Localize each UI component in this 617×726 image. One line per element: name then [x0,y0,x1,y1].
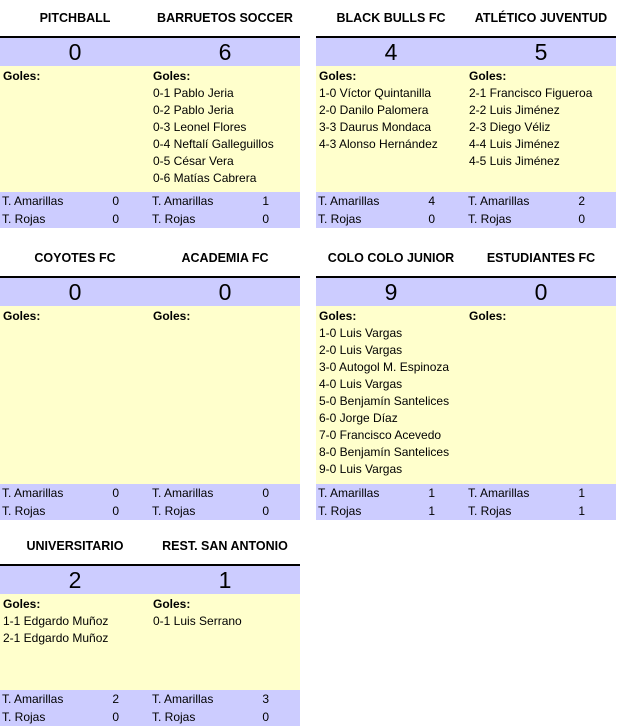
goal-entry: 5-0 Benjamín Santelices [319,394,450,408]
away-goals [150,594,300,690]
goal-entry: 8-0 Benjamín Santelices [319,445,450,459]
red-cards-label: T. Rojas [468,212,512,226]
goal-entry: 4-3 Alonso Hernández [319,137,438,151]
goals-label: Goles: [319,309,357,323]
goals-section [316,306,616,484]
home-yellow-count: 0 [112,194,119,208]
away-red-count: 1 [578,504,585,518]
red-cards-label: T. Rojas [152,710,196,724]
red-cards-row [0,502,300,520]
goal-entry: 1-1 Edgardo Muñoz [3,614,109,628]
match-card [0,240,300,520]
goal-entry: 4-0 Luis Vargas [319,377,403,391]
goal-entry: 0-2 Pablo Jeria [153,103,234,117]
goal-entry: 3-0 Autogol M. Espinoza [319,360,450,374]
goals-section [0,306,300,484]
home-team-name: COYOTES FC [34,251,116,265]
match-header [0,240,300,276]
away-yellow-count: 1 [578,486,585,500]
home-red-count: 1 [428,504,435,518]
yellow-cards-label: T. Amarillas [318,486,380,500]
away-red-count: 0 [262,212,269,226]
goal-entry: 0-5 César Vera [153,154,234,168]
yellow-cards-label: T. Amarillas [2,486,64,500]
goals-label: Goles: [153,309,191,323]
away-yellow-count: 2 [578,194,585,208]
home-yellow-count: 4 [428,194,435,208]
home-goals [0,66,150,192]
yellow-cards-label: T. Amarillas [152,692,214,706]
cards-section [0,192,300,228]
match-header [316,0,616,36]
goal-entry: 2-0 Luis Vargas [319,343,403,357]
red-cards-row [0,210,300,228]
yellow-cards-row [316,192,616,210]
match-card [0,528,300,726]
red-cards-label: T. Rojas [152,504,196,518]
red-cards-row [316,502,616,520]
goals-label: Goles: [319,69,357,83]
goals-section [316,66,616,192]
away-goals [150,66,300,192]
score-row [0,276,300,306]
away-goals [466,66,616,192]
home-team-name: COLO COLO JUNIOR [327,251,455,265]
goal-entry: 2-1 Edgardo Muñoz [3,631,109,645]
goal-entry: 3-3 Daurus Mondaca [319,120,432,134]
yellow-cards-label: T. Amarillas [2,692,64,706]
yellow-cards-label: T. Amarillas [2,194,64,208]
goal-entry: 2-0 Danilo Palomera [319,103,429,117]
match-header [316,240,616,276]
home-yellow-count: 2 [112,692,119,706]
home-goals [0,306,150,484]
score-row [316,276,616,306]
goals-label: Goles: [153,69,191,83]
goals-label: Goles: [3,597,41,611]
goal-entry: 1-0 Víctor Quintanilla [319,86,432,100]
home-red-count: 0 [428,212,435,226]
home-red-count: 0 [112,212,119,226]
goal-entry: 0-1 Luis Serrano [153,614,242,628]
away-red-count: 0 [262,710,269,724]
home-team-name: BLACK BULLS FC [336,11,446,25]
away-yellow-count: 1 [262,194,269,208]
cards-section [0,484,300,520]
goal-entry: 2-3 Diego Véliz [469,120,551,134]
home-goals [0,594,150,690]
goals-label: Goles: [153,597,191,611]
yellow-cards-row [0,690,300,708]
match-card [316,240,616,520]
yellow-cards-label: T. Amarillas [468,486,530,500]
away-team-name: ESTUDIANTES FC [486,251,596,265]
away-team-name: ATLÉTICO JUVENTUD [474,11,608,25]
away-score: 5 [534,38,548,65]
red-cards-label: T. Rojas [2,504,46,518]
yellow-cards-label: T. Amarillas [318,194,380,208]
away-team-name: ACADEMIA FC [181,251,269,265]
home-team-name: UNIVERSITARIO [26,539,124,553]
home-yellow-count: 1 [428,486,435,500]
score-row [0,36,300,66]
goals-label: Goles: [469,69,507,83]
match-card [316,0,616,228]
home-score: 0 [68,38,82,65]
cards-section [0,690,300,726]
goal-entry: 0-3 Leonel Flores [153,120,247,134]
away-score: 0 [218,278,232,305]
home-goals [316,306,466,484]
yellow-cards-row [0,484,300,502]
red-cards-row [0,708,300,726]
home-score: 4 [384,38,398,65]
red-cards-label: T. Rojas [152,212,196,226]
goal-entry: 2-2 Luis Jiménez [469,103,560,117]
home-score: 9 [384,278,398,305]
goals-section [0,594,300,690]
red-cards-label: T. Rojas [318,212,362,226]
away-goals [466,306,616,484]
goal-entry: 6-0 Jorge Díaz [319,411,398,425]
home-goals [316,66,466,192]
away-yellow-count: 3 [262,692,269,706]
away-team-name: BARRUETOS SOCCER [157,11,293,25]
goal-entry: 7-0 Francisco Acevedo [319,428,442,442]
away-team-name: REST. SAN ANTONIO [162,539,288,553]
away-yellow-count: 0 [262,486,269,500]
yellow-cards-row [0,192,300,210]
goals-label: Goles: [3,309,41,323]
cards-section [316,192,616,228]
goals-label: Goles: [469,309,507,323]
score-row [316,36,616,66]
red-cards-label: T. Rojas [2,710,46,724]
away-goals [150,306,300,484]
cards-section [316,484,616,520]
home-yellow-count: 0 [112,486,119,500]
away-red-count: 0 [262,504,269,518]
goal-entry: 0-1 Pablo Jeria [153,86,234,100]
goal-entry: 9-0 Luis Vargas [319,462,403,476]
goal-entry: 0-4 Neftalí Galleguillos [153,137,274,151]
away-red-count: 0 [578,212,585,226]
goals-section [0,66,300,192]
red-cards-label: T. Rojas [2,212,46,226]
yellow-cards-label: T. Amarillas [152,486,214,500]
goal-entry: 4-4 Luis Jiménez [469,137,560,151]
away-score: 6 [218,38,232,65]
home-score: 0 [68,278,82,305]
score-row [0,564,300,594]
yellow-cards-label: T. Amarillas [152,194,214,208]
match-card [0,0,300,228]
match-header [0,0,300,36]
goal-entry: 1-0 Luis Vargas [319,326,403,340]
red-cards-row [316,210,616,228]
away-score: 0 [534,278,548,305]
red-cards-label: T. Rojas [468,504,512,518]
goal-entry: 4-5 Luis Jiménez [469,154,560,168]
match-header [0,528,300,564]
goal-entry: 0-6 Matías Cabrera [153,171,257,185]
home-red-count: 0 [112,504,119,518]
home-red-count: 0 [112,710,119,724]
goal-entry: 2-1 Francisco Figueroa [469,86,593,100]
yellow-cards-row [316,484,616,502]
red-cards-label: T. Rojas [318,504,362,518]
goals-label: Goles: [3,69,41,83]
home-team-name: PITCHBALL [39,11,111,25]
home-score: 2 [68,566,82,593]
yellow-cards-label: T. Amarillas [468,194,530,208]
away-score: 1 [218,566,232,593]
